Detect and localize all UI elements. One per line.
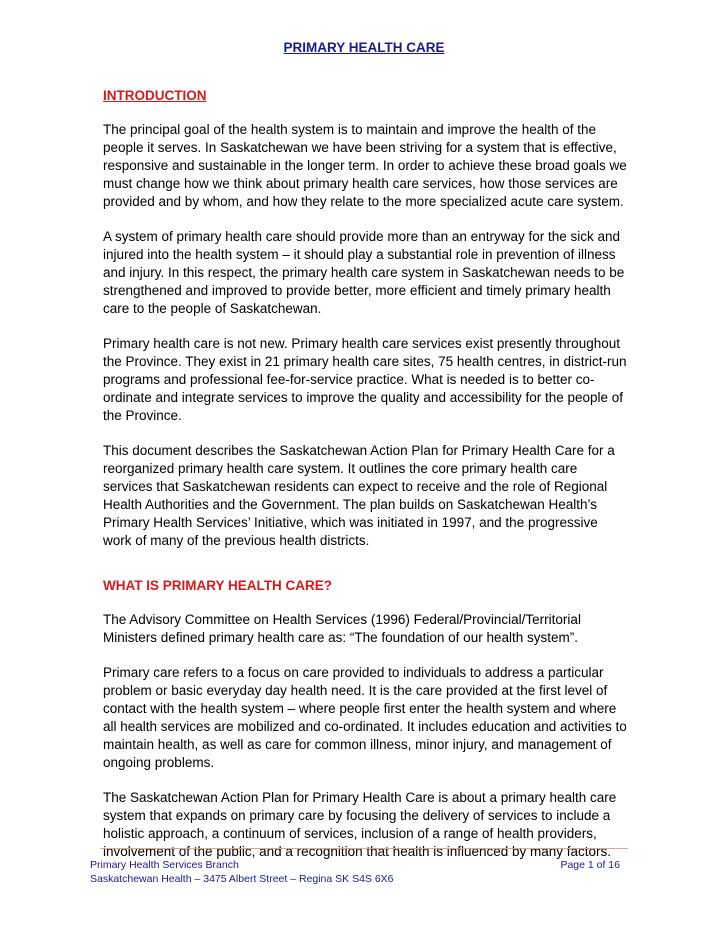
intro-paragraph-2: A system of primary health care should provide more than an entryway for the sick and injured into the health system – it should play a substantial role in prevention of illness and injury. In this respect, the primary health care system in Saskatchewan needs to be strengthened and improved to provide better, more efficient and timely primary health care to the people of Saskatchewan. (103, 229, 625, 316)
intro-paragraph-3: Primary health care is not new. Primary health care services exist presently throughout the Province. They exist in 21 primary health care sites, 75 health centres, in district-run programs and professional fee-for-service practice. What is needed is to better co-ordinate and integrate services to improve the quality and accessibility for the people of the Province. (103, 336, 627, 423)
what-paragraph-3: The Saskatchewan Action Plan for Primary Health Care is about a primary health care system that expands on primary care by focusing the delivery of services to include a holistic approach, a continuum of services, inclusion of a range of health providers, involvement of the public, and a recognition that health is influenced by many factors. (103, 790, 617, 859)
what-is-phc-heading: WHAT IS PRIMARY HEALTH CARE? (103, 578, 332, 593)
page-footer (90, 858, 620, 886)
document-body (103, 88, 629, 878)
what-paragraph-2: Primary care refers to a focus on care provided to individuals to address a particular problem or basic everyday day health need. It is the care provided at the first level of contact with the health system – where people first enter the health system and where all health services are mobilized and co-ordinated. It includes education and activities to maintain health, as well as care for common illness, minor injury, and management of ongoing problems. (103, 665, 627, 770)
intro-paragraph-1: The principal goal of the health system is to maintain and improve the health of the people it serves. In Saskatchewan we have been striving for a system that is effective, responsive and sustainable in the longer term. In order to achieve these broad goals we must change how we think about primary health care services, how those services are provided and by whom, and how they relate to the more specialized acute care system. (103, 122, 627, 209)
footer-branch: Primary Health Services Branch (90, 859, 239, 871)
page-title: PRIMARY HEALTH CARE (283, 40, 445, 55)
footer-divider (100, 848, 628, 849)
introduction-heading: INTRODUCTION (103, 88, 207, 103)
footer-page-number: Page 1 of 16 (560, 859, 620, 871)
what-paragraph-1: The Advisory Committee on Health Services (1996) Federal/Provincial/Territorial Ministers defined primary health care as: “The foundation of our health system”. (103, 612, 581, 645)
intro-paragraph-4: This document describes the Saskatchewan Action Plan for Primary Health Care for a reorganized primary health care system. It outlines the core primary health care services that Saskatchewan residents can expect to receive and the role of Regional Health Authorities and the Government. The plan builds on Saskatchewan Health’s Primary Health Services’ Initiative, which was initiated in 1997, and the progressive work of many of the previous health districts. (103, 443, 615, 548)
footer-address: Saskatchewan Health – 3475 Albert Street – Regina SK S4S 6X6 (90, 873, 394, 885)
